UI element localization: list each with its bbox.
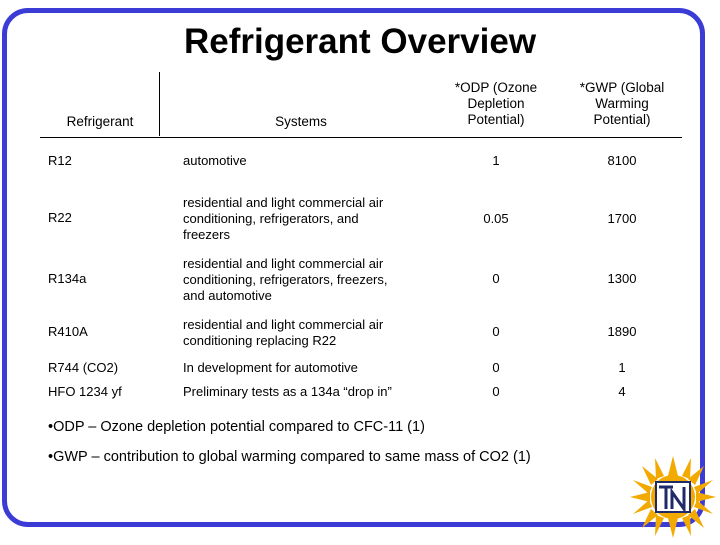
row-r744-gwp: 1 [618,360,626,375]
header-divider-vertical [159,72,160,136]
row-r134a-odp: 0 [492,271,500,286]
row-r12-systems-line-1: automotive [183,153,247,168]
row-r12-odp: 1 [492,153,500,168]
note-gwp: •GWP – contribution to global warming compared to same mass of CO2 (1) [48,449,531,465]
row-r410a-gwp: 1890 [607,324,637,339]
header-gwp-line-3: Potential) [593,112,651,127]
row-r22-refrigerant: R22 [48,210,72,225]
header-refrigerant: Refrigerant [66,114,134,129]
row-r744-odp: 0 [492,360,500,375]
row-r22-systems-line-2: conditioning, refrigerators, and [183,211,359,226]
row-hfo-refrigerant: HFO 1234 yf [48,384,122,399]
row-r134a-refrigerant: R134a [48,271,87,286]
tn-sun-logo-icon [628,454,718,540]
header-gwp [558,80,686,128]
row-r12-refrigerant: R12 [48,153,72,168]
row-r12-systems [183,153,418,169]
header-odp-line-2: Depletion [467,96,525,111]
row-r134a-systems [183,256,418,304]
note-odp: •ODP – Ozone depletion potential compared to CFC-11 (1) [48,419,425,435]
row-hfo-systems [183,384,418,400]
row-r744-systems-line-1: In development for automotive [183,360,358,375]
row-hfo-gwp: 4 [618,384,626,399]
row-r410a-systems [183,317,418,349]
row-r22-systems [183,195,418,243]
row-r12-gwp: 8100 [607,153,637,168]
row-r410a-systems-line-2: conditioning replacing R22 [183,333,337,348]
row-hfo-odp: 0 [492,384,500,399]
row-r134a-systems-line-3: and automotive [183,288,272,303]
row-hfo-systems-line-1: Preliminary tests as a 134a “drop in” [183,384,392,399]
header-gwp-line-1: *GWP (Global [579,80,665,95]
row-r410a-systems-line-1: residential and light commercial air [183,317,384,332]
row-r134a-systems-line-2: conditioning, refrigerators, freezers, [183,272,388,287]
row-r410a-odp: 0 [492,324,500,339]
row-r22-systems-line-1: residential and light commercial air [183,195,384,210]
row-r744-systems [183,360,418,376]
row-r22-odp: 0.05 [483,211,509,226]
row-r744-refrigerant: R744 (CO2) [48,360,119,375]
header-divider-horizontal [40,137,682,138]
page-title: Refrigerant Overview [183,22,537,61]
row-r134a-gwp: 1300 [607,271,637,286]
row-r410a-refrigerant: R410A [48,324,88,339]
header-odp [432,80,560,128]
row-r22-systems-line-3: freezers [183,227,230,242]
header-gwp-line-2: Warming [595,96,649,111]
header-odp-line-3: Potential) [467,112,525,127]
row-r22-gwp: 1700 [607,211,637,226]
row-r134a-systems-line-1: residential and light commercial air [183,256,384,271]
header-odp-line-1: *ODP (Ozone [454,80,538,95]
header-systems: Systems [275,114,327,129]
